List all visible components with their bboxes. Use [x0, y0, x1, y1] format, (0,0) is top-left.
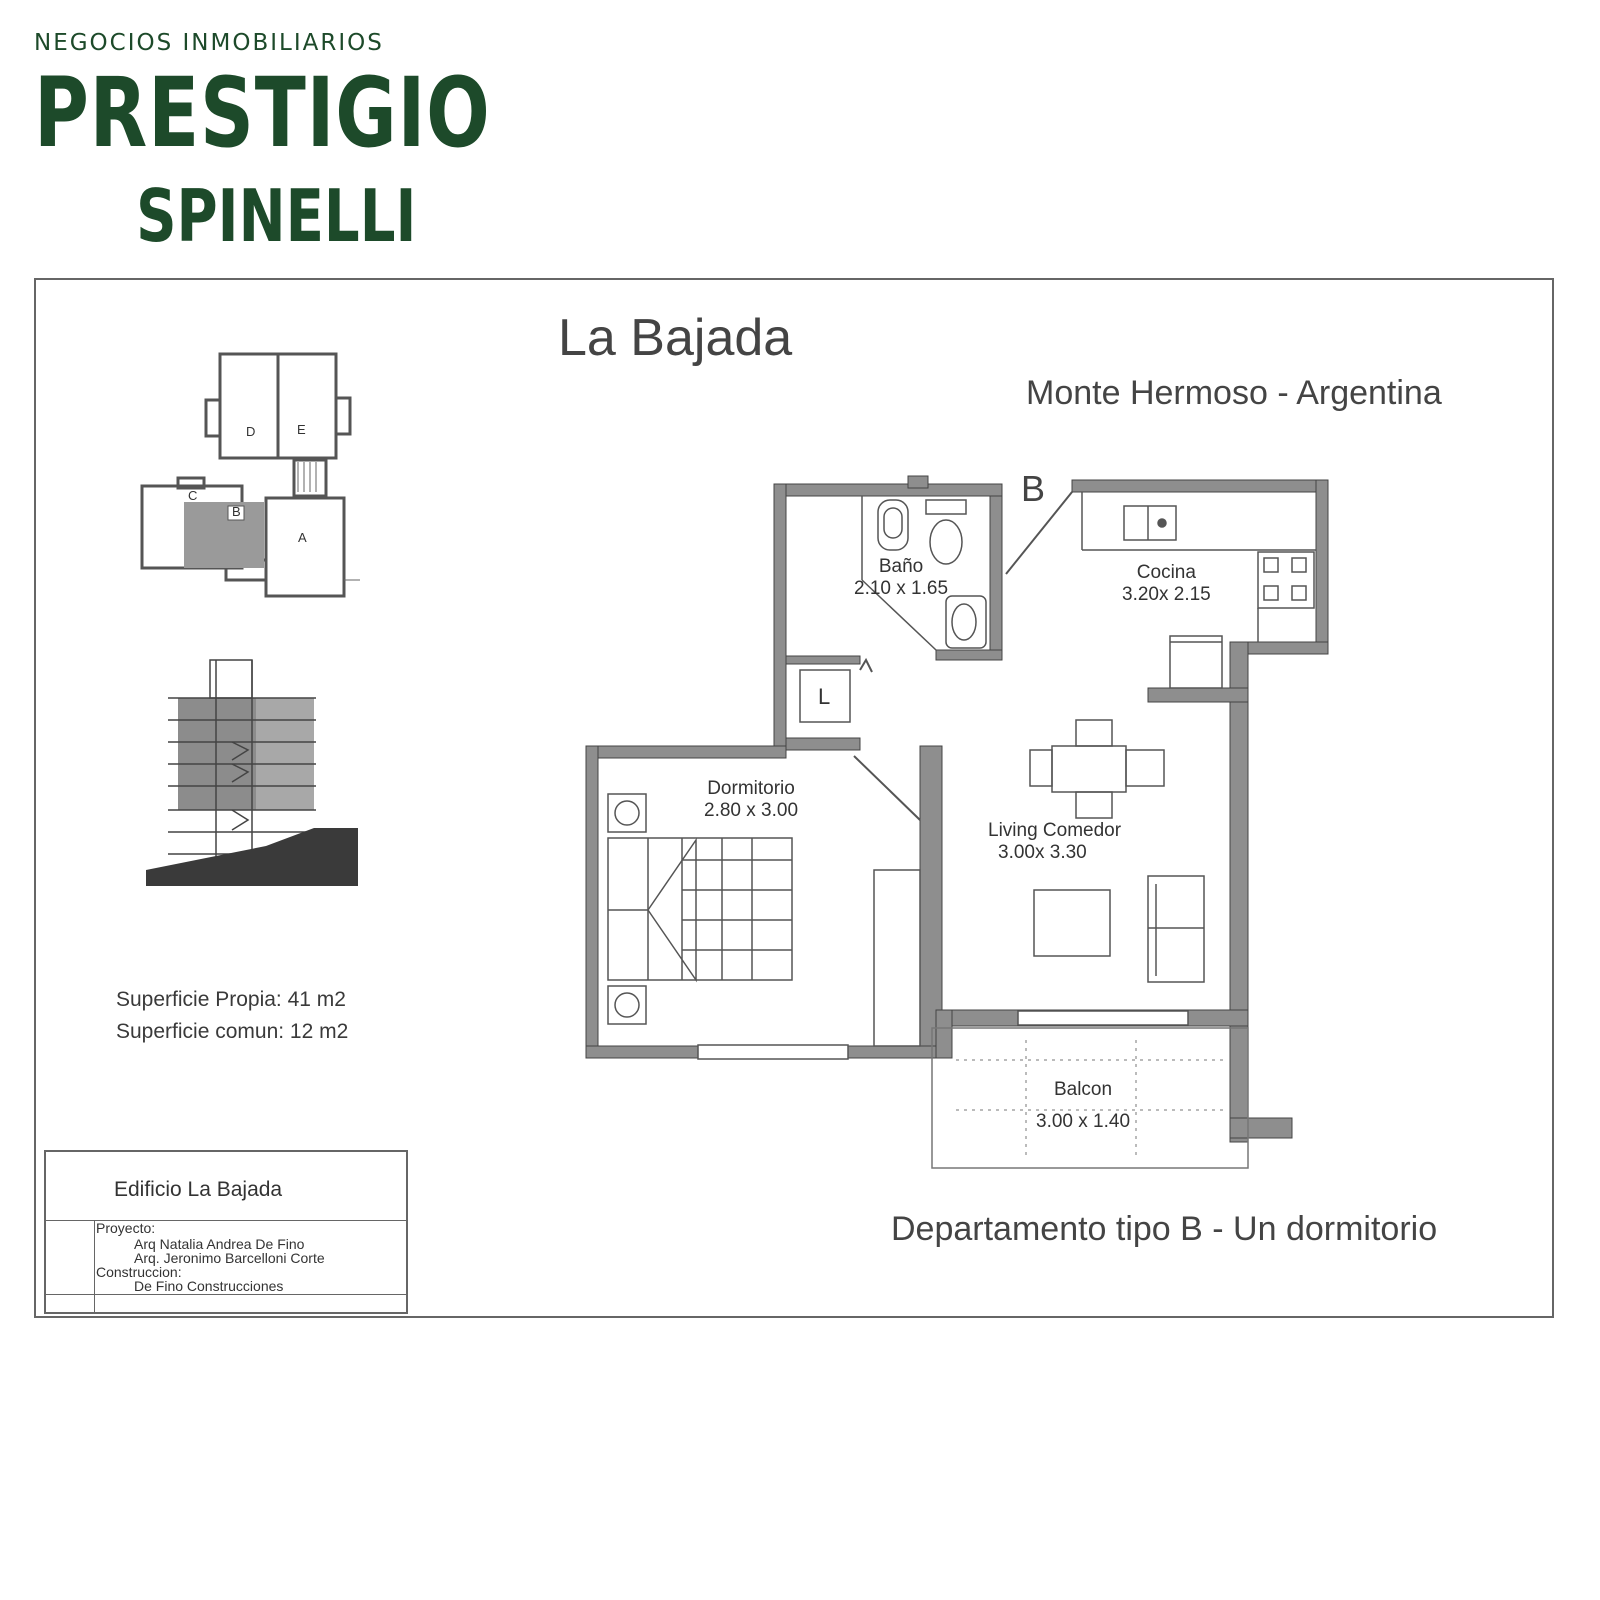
brand-name-line1: PRESTIGIO [34, 57, 491, 169]
architect-1: Arq Natalia Andrea De Fino [134, 1236, 305, 1252]
project-title: La Bajada [558, 309, 793, 367]
building-name: Edificio La Bajada [114, 1178, 283, 1201]
room-balcon [1036, 1074, 1130, 1138]
construccion-label: Construccion: [96, 1264, 182, 1280]
room-bano-name: Baño [878, 556, 924, 577]
bedroom-furniture [608, 794, 920, 1046]
architect-2: Arq. Jeronimo Barcelloni Corte [134, 1250, 325, 1266]
key-plan-label-E: E [297, 422, 306, 437]
room-balcon-size: 3.00 x 1.40 [1036, 1111, 1131, 1132]
unit-letter: B [1021, 468, 1046, 509]
dining-table [1030, 720, 1164, 818]
room-dormitorio-size: 2.80 x 3.00 [704, 800, 799, 821]
room-living-size: 3.00x 3.30 [998, 842, 1087, 863]
brand-tagline: NEGOCIOS INMOBILIARIOS [34, 30, 384, 56]
room-living-name: Living Comedor [988, 820, 1122, 841]
key-plan-label-D: D [246, 424, 256, 439]
title-block [44, 1150, 408, 1314]
drawing-sheet [34, 278, 1554, 1318]
key-plan-label-A: A [298, 530, 307, 545]
room-cocina [1122, 562, 1211, 606]
room-cocina-size: 3.20x 2.15 [1122, 584, 1211, 605]
builder-name: De Fino Construcciones [134, 1278, 284, 1294]
laundry-label: L [818, 684, 831, 709]
surface-own: Superficie Propia: 41 m2 [116, 988, 346, 1011]
brand-name-line2: SPINELLI [135, 174, 416, 258]
surface-common: Superficie comun: 12 m2 [116, 1020, 349, 1043]
living-furniture [1034, 876, 1204, 982]
key-plan-label-C: C [188, 488, 198, 503]
room-bano [854, 556, 948, 600]
room-cocina-name: Cocina [1136, 562, 1196, 583]
unit-subtitle: Departamento tipo B - Un dormitorio [891, 1210, 1438, 1248]
room-living [988, 820, 1121, 864]
room-balcon-name: Balcon [1053, 1079, 1113, 1100]
room-dormitorio [704, 778, 798, 822]
room-bano-size: 2.10 x 1.65 [854, 578, 949, 599]
key-plan-label-B: B [232, 504, 241, 519]
proyecto-label: Proyecto: [96, 1220, 156, 1236]
project-location: Monte Hermoso - Argentina [1026, 374, 1442, 412]
room-dormitorio-name: Dormitorio [707, 778, 795, 799]
